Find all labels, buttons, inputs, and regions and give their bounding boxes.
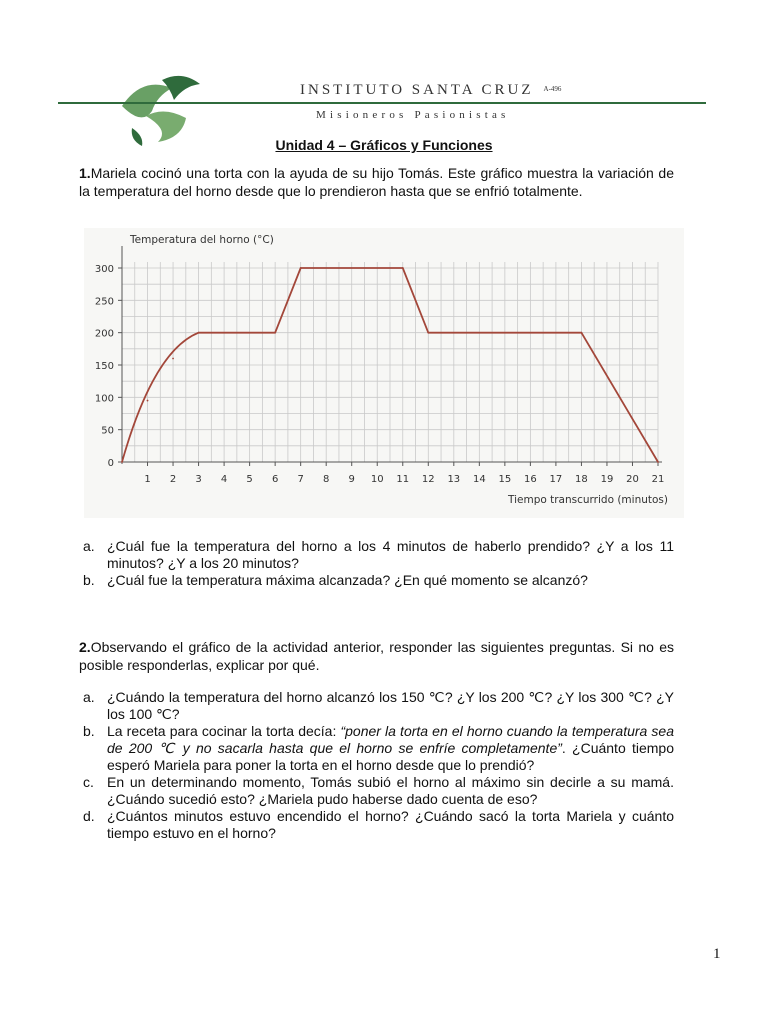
data-point <box>402 267 404 269</box>
temperature-chart <box>84 228 684 518</box>
y-tick-label: 100 <box>94 393 114 405</box>
x-tick-label: 16 <box>524 474 537 485</box>
x-tick-label: 17 <box>549 474 563 485</box>
x-tick-label: 20 <box>626 474 639 485</box>
page-number: 1 <box>713 946 721 962</box>
x-tick-label: 11 <box>396 474 410 485</box>
x-tick-label: 13 <box>447 474 461 485</box>
exercise-1-text: Mariela cocinó una torta con la ayuda de su hijo Tomás. Este gráfico muestra la variación de la temperatura del horno desde que lo prendieron hasta que se enfrió totalmente. <box>79 165 674 199</box>
data-point <box>581 332 583 334</box>
x-tick-label: 1 <box>144 474 151 485</box>
question-2d: d. ¿Cuántos minutos estuvo encendido el horno? ¿Cuándo sacó la torta Mariela y cuánto tiempo estuvo en el horno? <box>83 808 674 841</box>
x-tick-label: 3 <box>195 474 202 485</box>
page-title: Unidad 4 – Gráficos y Funciones <box>275 137 493 153</box>
data-point <box>274 332 276 334</box>
recipe-quote: “poner la torta en el horno cuando la temperatura sea de 200 ℃ y no sacarla hasta que el horno se enfríe completamente” <box>107 723 674 756</box>
y-axis-label: Temperatura del horno (°C) <box>130 234 274 246</box>
data-point <box>300 267 302 269</box>
question-2a: a. ¿Cuándo la temperatura del horno alcanzó los 150 ℃? ¿Y los 200 ℃? ¿Y los 300 ℃? ¿Y los 100 ℃? <box>83 689 674 722</box>
exercise-2-questions <box>79 689 674 842</box>
y-tick-label: 250 <box>94 296 114 308</box>
header-rule <box>58 102 706 104</box>
exercise-2-number: 2. <box>79 639 91 655</box>
y-tick-label: 50 <box>101 425 114 437</box>
x-tick-label: 21 <box>651 474 665 485</box>
x-tick-label: 15 <box>498 474 512 485</box>
data-point <box>147 400 149 402</box>
y-tick-label: 150 <box>94 361 114 372</box>
exercise-1-questions <box>79 538 674 589</box>
exercise-1-statement <box>79 164 674 200</box>
exercise-1-number: 1. <box>79 165 91 181</box>
x-tick-label: 19 <box>600 474 614 485</box>
y-tick-label: 300 <box>94 264 114 275</box>
x-tick-label: 5 <box>246 474 253 485</box>
exercise-2-statement <box>79 638 674 674</box>
data-point <box>427 332 429 334</box>
y-tick-label: 200 <box>94 328 114 340</box>
question-1a: a. ¿Cuál fue la temperatura del horno a los 4 minutos de haberlo prendido? ¿Y a los 11 minutos? ¿Y a los 20 minutos? <box>83 538 674 571</box>
data-point <box>657 461 659 463</box>
passionist-emblem-icon <box>112 66 208 148</box>
question-2b: b. La receta para cocinar la torta decía: “poner la torta en el horno cuando la temperatura sea de 200 ℃ y no sacarla hasta que el horno se enfríe completamente”. ¿Cuánto tiempo esperó Mariela para poner la torta en el horno desde que lo prendió? <box>83 723 674 773</box>
question-1b: b. ¿Cuál fue la temperatura máxima alcanzada? ¿En qué momento se alcanzó? <box>83 572 588 588</box>
x-tick-label: 8 <box>323 474 330 485</box>
x-tick-label: 4 <box>220 474 228 485</box>
x-tick-label: 2 <box>169 474 177 485</box>
x-tick-label: 18 <box>575 474 588 485</box>
institution-name: INSTITUTO SANTA CRUZ $^{A-496}$ <box>300 82 562 98</box>
x-tick-label: 9 <box>348 474 355 485</box>
x-tick-label: 12 <box>421 474 435 485</box>
x-tick-label: 10 <box>370 474 384 485</box>
question-2c: c. En un determinando momento, Tomás subió el horno al máximo sin decirle a su mamá. ¿Cuándo sucedió esto? ¿Mariela pudo haberse dado cuenta de eso? <box>83 774 674 807</box>
data-point <box>198 332 200 334</box>
institution-subtitle: Misioneros Pasionistas <box>316 109 510 121</box>
x-axis-label: Tiempo transcurrido (minutos) <box>508 494 668 506</box>
x-tick-label: 14 <box>472 474 486 485</box>
x-tick-label: 6 <box>271 474 279 485</box>
data-point <box>172 358 174 360</box>
data-point <box>121 461 123 463</box>
x-tick-label: 7 <box>297 474 304 485</box>
institution-code: A-496 <box>543 85 562 93</box>
y-tick-label: 0 <box>107 458 114 469</box>
exercise-2-text: Observando el gráfico de la actividad anterior, responder las siguientes preguntas. Si no es posible responderlas, explicar por qué. <box>79 639 674 673</box>
